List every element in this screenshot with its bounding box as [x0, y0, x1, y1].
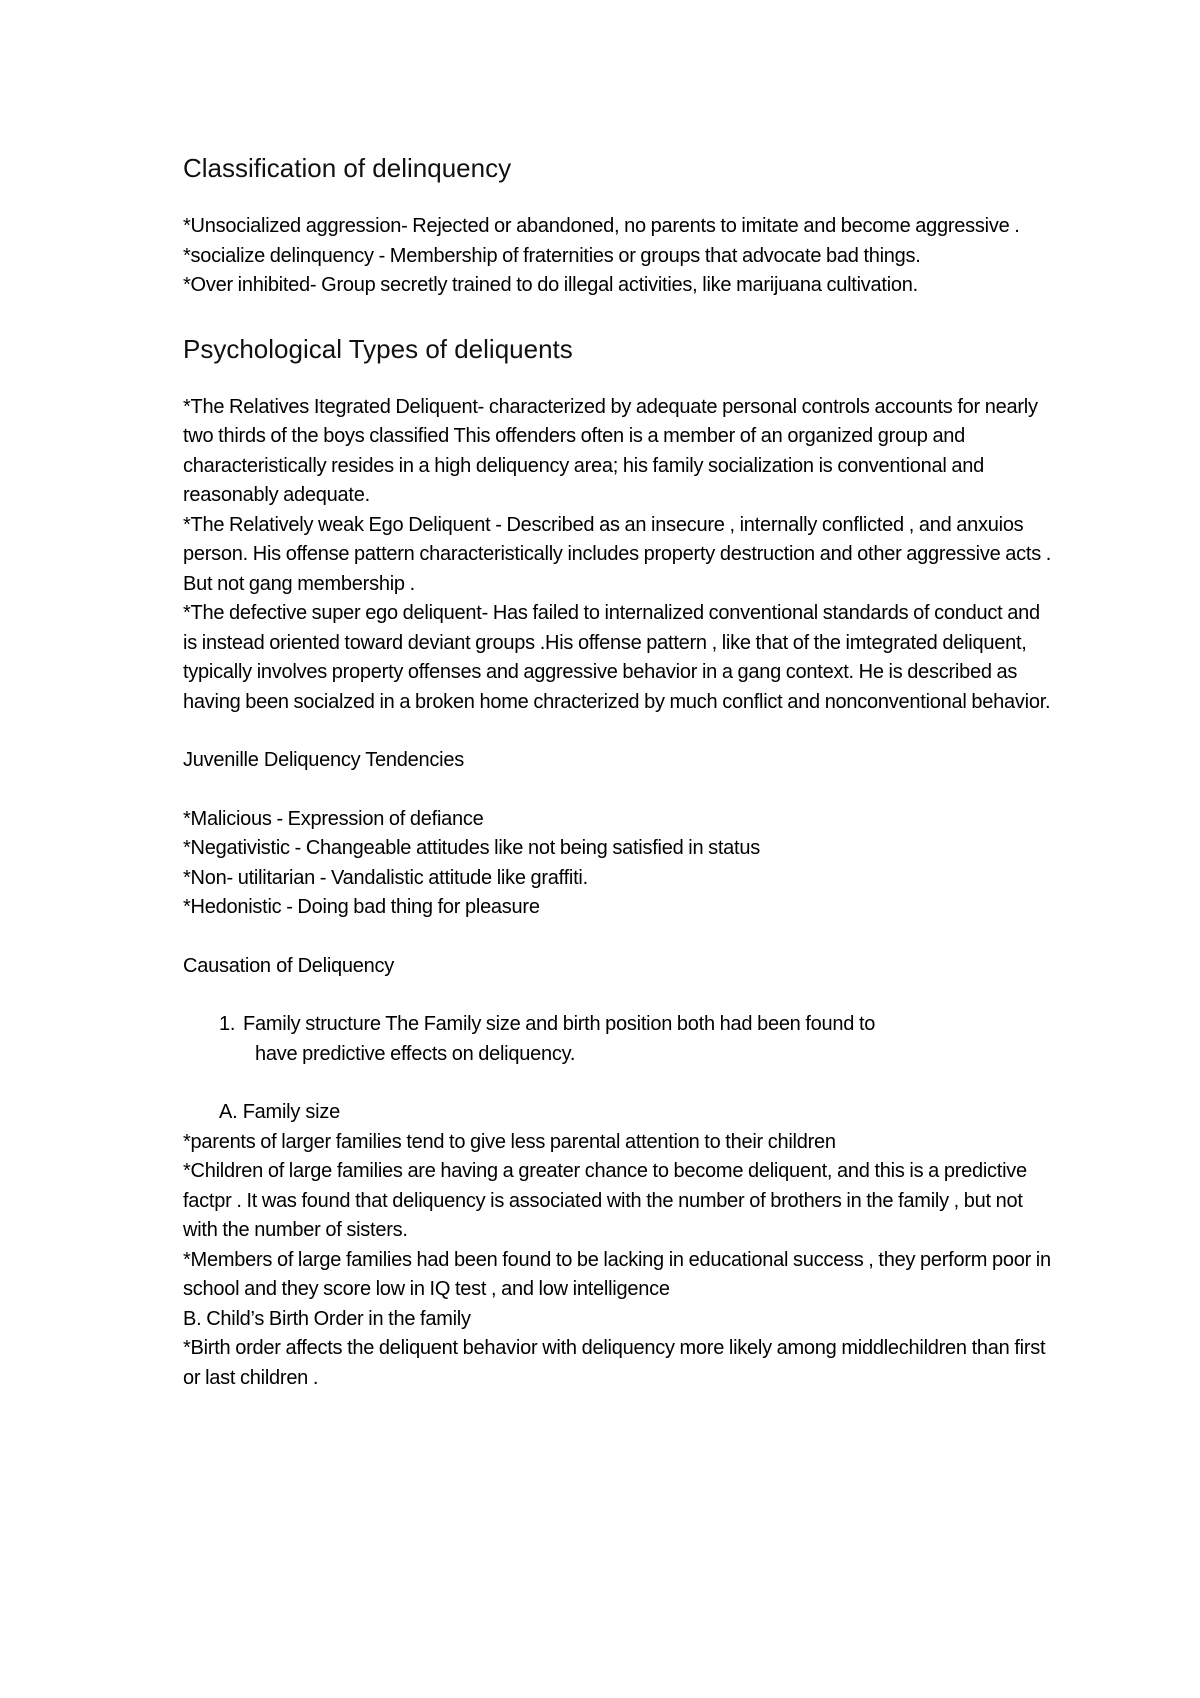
type-item-defective-super-ego: *The defective super ego deliquent- Has failed to internalized conventional standards of conduct and is instead oriented toward deviant groups .His offense pattern , like that of the imtegrated deliquent, typically involves property offenses and aggressive behavior in a gang context. He is described as having been socialzed in a broken home chracterized by much conflict and nonconventional behavior. — [183, 602, 1051, 713]
heading-causation: Causation of Deliquency — [183, 954, 395, 977]
numbered-list-item-family-structure — [219, 1010, 1053, 1069]
tendency-item-malicious: *Malicious - Expression of defiance — [183, 807, 484, 830]
tendency-item-non-utilitarian: *Non- utilitarian - Vandalistic attitude like graffiti. — [183, 866, 588, 889]
type-item-weak-ego: *The Relatively weak Ego Deliquent - Described as an insecure , internally conflicted , and anxuios person. His offense pattern characteristically includes property destruction and other aggressive acts . But not gang membership . — [183, 513, 1052, 595]
tendency-item-negativistic: *Negativistic - Changeable attitudes like not being satisfied in status — [183, 837, 760, 859]
family-size-item-2: *Children of large families are having a greater chance to become deliquent, and this is a predictive factpr . It was found that deliquency is associated with the number of brothers in the family , but not with the number of sisters. — [183, 1160, 1027, 1241]
classification-item-socialized: *socialize delinquency - Membership of fraternities or groups that advocate bad things. — [183, 244, 921, 267]
subheading-birth-order: B. Child’s Birth Order in the family — [183, 1307, 471, 1330]
birth-order-item-1: *Birth order affects the deliquent behavior with deliquency more likely among middlechildren than first or last children . — [183, 1337, 1046, 1389]
heading-psychological-types: Psychological Types of deliquents — [183, 333, 573, 364]
list-number: 1. — [219, 1013, 236, 1035]
classification-item-over-inhibited: *Over inhibited- Group secretly trained to do illegal activities, like marijuana cultivation. — [183, 274, 918, 296]
heading-tendencies: Juvenille Deliquency Tendencies — [183, 749, 464, 771]
family-size-item-1: *parents of larger families tend to give less parental attention to their children — [183, 1130, 836, 1153]
list-item-line-2: have predictive effects on deliquency. — [255, 1042, 576, 1065]
heading-classification: Classification of delinquency — [183, 153, 512, 183]
tendency-item-hedonistic: *Hedonistic - Doing bad thing for pleasure — [183, 896, 540, 918]
type-item-integrated: *The Relatives Itegrated Deliquent- characterized by adequate personal controls accounts for nearly two thirds of the boys classified This offenders often is a member of an organized group and characteristically resides in a high deliquency area; his family socialization is conventional and reasonably adequate. — [183, 395, 1038, 506]
list-item-text — [243, 1010, 1053, 1069]
list-item-line-1: Family structure The Family size and birth position both had been found to — [243, 1013, 876, 1035]
classification-item-unsocialized: *Unsocialized aggression- Rejected or abandoned, no parents to imitate and become aggressive . — [183, 215, 1020, 237]
document-page — [183, 150, 1053, 1393]
subheading-family-size: A. Family size — [219, 1101, 340, 1123]
family-size-item-3: *Members of large families had been found to be lacking in educational success , they perform poor in school and they score low in IQ test , and low intelligence — [183, 1248, 1051, 1300]
